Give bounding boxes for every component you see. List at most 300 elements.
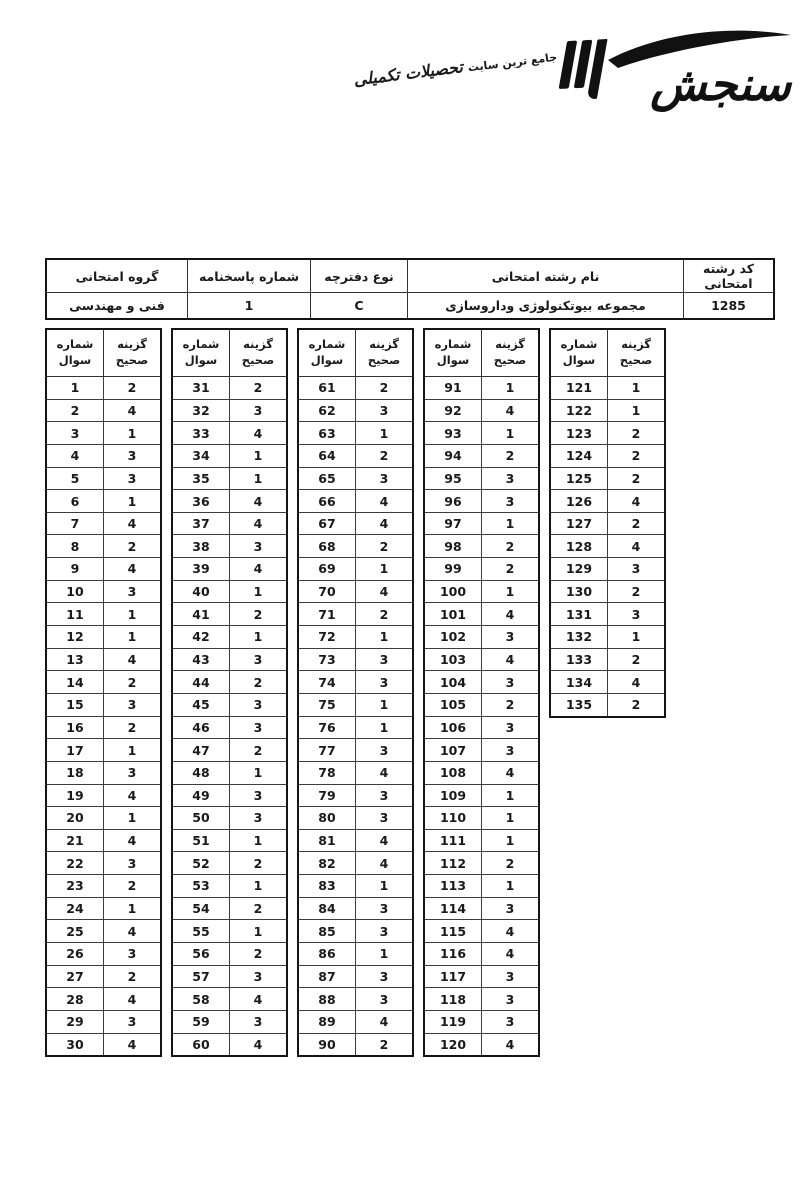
question-number: 129 bbox=[550, 558, 608, 581]
answer-table-header-row bbox=[550, 329, 665, 377]
question-number: 132 bbox=[550, 626, 608, 649]
correct-option: 4 bbox=[104, 399, 162, 422]
answer-row bbox=[424, 739, 539, 762]
answer-row bbox=[298, 648, 413, 671]
question-number-header: شماره سوال bbox=[424, 329, 482, 377]
answer-row bbox=[550, 693, 665, 716]
question-number: 20 bbox=[46, 807, 104, 830]
correct-option: 2 bbox=[230, 377, 288, 400]
answer-row bbox=[298, 829, 413, 852]
answer-row bbox=[46, 875, 161, 898]
correct-option: 3 bbox=[230, 807, 288, 830]
answer-row bbox=[424, 693, 539, 716]
correct-option: 4 bbox=[482, 399, 540, 422]
question-number: 79 bbox=[298, 784, 356, 807]
logo-wordmark-calligraphy bbox=[604, 6, 796, 122]
question-number: 99 bbox=[424, 558, 482, 581]
correct-option: 2 bbox=[230, 671, 288, 694]
answer-row bbox=[424, 807, 539, 830]
question-number: 133 bbox=[550, 648, 608, 671]
answer-row bbox=[424, 875, 539, 898]
question-number: 44 bbox=[172, 671, 230, 694]
answer-row bbox=[46, 648, 161, 671]
question-number: 87 bbox=[298, 965, 356, 988]
correct-option: 1 bbox=[482, 580, 540, 603]
answer-table-121-135 bbox=[549, 328, 666, 718]
answer-table-header-row bbox=[172, 329, 287, 377]
correct-option: 3 bbox=[608, 558, 666, 581]
correct-option: 3 bbox=[104, 943, 162, 966]
answer-row bbox=[550, 512, 665, 535]
answer-row bbox=[172, 377, 287, 400]
answer-row bbox=[46, 444, 161, 467]
correct-option-header: گزینه صحیح bbox=[608, 329, 666, 377]
correct-option: 2 bbox=[608, 467, 666, 490]
answer-row bbox=[298, 580, 413, 603]
answer-row bbox=[46, 626, 161, 649]
correct-option: 1 bbox=[104, 626, 162, 649]
correct-option: 3 bbox=[356, 784, 414, 807]
question-number: 119 bbox=[424, 1010, 482, 1033]
correct-option: 1 bbox=[356, 558, 414, 581]
booklet-type-value: C bbox=[311, 293, 408, 320]
correct-option: 4 bbox=[356, 761, 414, 784]
correct-option: 2 bbox=[356, 377, 414, 400]
correct-option: 3 bbox=[104, 761, 162, 784]
answer-row bbox=[172, 875, 287, 898]
correct-option: 2 bbox=[482, 852, 540, 875]
answer-row bbox=[46, 965, 161, 988]
correct-option: 3 bbox=[104, 1010, 162, 1033]
answer-row bbox=[46, 829, 161, 852]
correct-option: 1 bbox=[104, 897, 162, 920]
answer-row bbox=[46, 535, 161, 558]
question-number: 12 bbox=[46, 626, 104, 649]
question-number: 64 bbox=[298, 444, 356, 467]
question-number: 90 bbox=[298, 1033, 356, 1056]
question-number: 54 bbox=[172, 897, 230, 920]
correct-option: 4 bbox=[104, 648, 162, 671]
correct-option: 1 bbox=[482, 377, 540, 400]
correct-option: 3 bbox=[104, 467, 162, 490]
question-number: 135 bbox=[550, 693, 608, 716]
correct-option: 4 bbox=[104, 1033, 162, 1056]
answer-row bbox=[424, 535, 539, 558]
correct-option-header: گزینه صحیح bbox=[482, 329, 540, 377]
question-number: 42 bbox=[172, 626, 230, 649]
correct-option: 4 bbox=[104, 920, 162, 943]
answer-row bbox=[46, 603, 161, 626]
correct-option: 3 bbox=[482, 965, 540, 988]
answer-row bbox=[46, 988, 161, 1011]
correct-option: 1 bbox=[482, 784, 540, 807]
answer-row bbox=[298, 807, 413, 830]
question-number: 26 bbox=[46, 943, 104, 966]
correct-option: 1 bbox=[482, 807, 540, 830]
question-number: 60 bbox=[172, 1033, 230, 1056]
answer-row bbox=[298, 603, 413, 626]
answer-row bbox=[298, 965, 413, 988]
question-number: 36 bbox=[172, 490, 230, 513]
answer-row bbox=[424, 603, 539, 626]
correct-option: 3 bbox=[230, 693, 288, 716]
booklet-type-label: نوع دفترچه bbox=[311, 259, 408, 293]
answer-row bbox=[172, 671, 287, 694]
question-number: 68 bbox=[298, 535, 356, 558]
answer-row bbox=[46, 467, 161, 490]
answer-row bbox=[550, 535, 665, 558]
question-number: 83 bbox=[298, 875, 356, 898]
answer-row bbox=[46, 1033, 161, 1056]
question-number: 95 bbox=[424, 467, 482, 490]
answer-row bbox=[172, 897, 287, 920]
info-value-row bbox=[46, 293, 774, 320]
correct-option: 3 bbox=[482, 1010, 540, 1033]
question-number: 69 bbox=[298, 558, 356, 581]
correct-option: 2 bbox=[356, 603, 414, 626]
answer-row bbox=[172, 558, 287, 581]
answer-row bbox=[172, 603, 287, 626]
correct-option: 3 bbox=[356, 739, 414, 762]
correct-option: 2 bbox=[608, 422, 666, 445]
question-number: 9 bbox=[46, 558, 104, 581]
answer-row bbox=[172, 693, 287, 716]
answer-row bbox=[550, 490, 665, 513]
question-number: 104 bbox=[424, 671, 482, 694]
question-number: 21 bbox=[46, 829, 104, 852]
question-number: 33 bbox=[172, 422, 230, 445]
correct-option: 1 bbox=[608, 377, 666, 400]
answer-row bbox=[172, 626, 287, 649]
answer-sheet-no-label: شماره پاسخنامه bbox=[188, 259, 311, 293]
question-number: 108 bbox=[424, 761, 482, 784]
correct-option: 1 bbox=[104, 490, 162, 513]
correct-option: 3 bbox=[356, 988, 414, 1011]
answer-row bbox=[424, 580, 539, 603]
correct-option: 4 bbox=[608, 490, 666, 513]
answer-row bbox=[172, 988, 287, 1011]
correct-option: 2 bbox=[104, 716, 162, 739]
correct-option: 1 bbox=[230, 580, 288, 603]
answer-row bbox=[46, 784, 161, 807]
correct-option: 4 bbox=[104, 512, 162, 535]
answer-row bbox=[424, 965, 539, 988]
question-number: 47 bbox=[172, 739, 230, 762]
answer-row bbox=[46, 399, 161, 422]
question-number: 91 bbox=[424, 377, 482, 400]
correct-option: 4 bbox=[356, 829, 414, 852]
correct-option: 2 bbox=[356, 444, 414, 467]
question-number: 96 bbox=[424, 490, 482, 513]
question-number: 93 bbox=[424, 422, 482, 445]
tagline-text: جامع ترین سایت bbox=[467, 50, 559, 75]
answer-row bbox=[172, 807, 287, 830]
correct-option: 2 bbox=[104, 377, 162, 400]
question-number: 110 bbox=[424, 807, 482, 830]
question-number: 107 bbox=[424, 739, 482, 762]
answer-key-tables bbox=[45, 328, 666, 1057]
question-number: 62 bbox=[298, 399, 356, 422]
answer-row bbox=[46, 807, 161, 830]
correct-option: 4 bbox=[104, 829, 162, 852]
question-number: 122 bbox=[550, 399, 608, 422]
correct-option: 1 bbox=[482, 422, 540, 445]
question-number: 32 bbox=[172, 399, 230, 422]
question-number: 113 bbox=[424, 875, 482, 898]
question-number: 57 bbox=[172, 965, 230, 988]
question-number: 3 bbox=[46, 422, 104, 445]
correct-option: 4 bbox=[608, 671, 666, 694]
question-number: 109 bbox=[424, 784, 482, 807]
question-number: 11 bbox=[46, 603, 104, 626]
answer-row bbox=[424, 1010, 539, 1033]
correct-option: 4 bbox=[230, 558, 288, 581]
question-number: 28 bbox=[46, 988, 104, 1011]
correct-option: 2 bbox=[608, 648, 666, 671]
question-number: 85 bbox=[298, 920, 356, 943]
answer-row bbox=[46, 943, 161, 966]
question-number: 13 bbox=[46, 648, 104, 671]
answer-row bbox=[424, 852, 539, 875]
answer-row bbox=[298, 671, 413, 694]
question-number: 24 bbox=[46, 897, 104, 920]
answer-row bbox=[46, 920, 161, 943]
correct-option: 1 bbox=[356, 716, 414, 739]
exam-group-value: فنی و مهندسی bbox=[46, 293, 188, 320]
question-number: 78 bbox=[298, 761, 356, 784]
correct-option: 1 bbox=[482, 512, 540, 535]
question-number: 30 bbox=[46, 1033, 104, 1056]
correct-option: 2 bbox=[230, 897, 288, 920]
correct-option: 4 bbox=[356, 1010, 414, 1033]
correct-option: 3 bbox=[104, 852, 162, 875]
correct-option: 4 bbox=[482, 1033, 540, 1056]
correct-option: 4 bbox=[230, 490, 288, 513]
correct-option: 2 bbox=[608, 693, 666, 716]
answer-row bbox=[550, 580, 665, 603]
correct-option: 3 bbox=[104, 580, 162, 603]
correct-option: 2 bbox=[356, 1033, 414, 1056]
question-number: 14 bbox=[46, 671, 104, 694]
question-number: 59 bbox=[172, 1010, 230, 1033]
correct-option: 2 bbox=[230, 739, 288, 762]
question-number: 10 bbox=[46, 580, 104, 603]
answer-row bbox=[46, 852, 161, 875]
correct-option: 1 bbox=[356, 422, 414, 445]
correct-option: 3 bbox=[482, 490, 540, 513]
answer-table-header-row bbox=[46, 329, 161, 377]
correct-option: 3 bbox=[356, 399, 414, 422]
answer-row bbox=[172, 444, 287, 467]
question-number: 41 bbox=[172, 603, 230, 626]
answer-row bbox=[550, 648, 665, 671]
field-code-label: کد رشته امتحانی bbox=[684, 259, 775, 293]
answer-row bbox=[298, 988, 413, 1011]
correct-option: 3 bbox=[482, 626, 540, 649]
question-number: 112 bbox=[424, 852, 482, 875]
answer-row bbox=[46, 671, 161, 694]
question-number: 40 bbox=[172, 580, 230, 603]
question-number: 15 bbox=[46, 693, 104, 716]
question-number: 38 bbox=[172, 535, 230, 558]
answer-row bbox=[550, 399, 665, 422]
correct-option: 3 bbox=[230, 648, 288, 671]
correct-option: 4 bbox=[104, 558, 162, 581]
question-number: 55 bbox=[172, 920, 230, 943]
answer-row bbox=[298, 920, 413, 943]
correct-option: 4 bbox=[230, 1033, 288, 1056]
answer-row bbox=[298, 852, 413, 875]
question-number: 106 bbox=[424, 716, 482, 739]
answer-row bbox=[298, 739, 413, 762]
question-number: 50 bbox=[172, 807, 230, 830]
question-number: 74 bbox=[298, 671, 356, 694]
correct-option: 1 bbox=[482, 829, 540, 852]
correct-option: 1 bbox=[230, 920, 288, 943]
sanjesh-logo bbox=[353, 6, 796, 124]
question-number-header: شماره سوال bbox=[298, 329, 356, 377]
question-number: 76 bbox=[298, 716, 356, 739]
correct-option: 3 bbox=[608, 603, 666, 626]
answer-row bbox=[46, 422, 161, 445]
correct-option: 3 bbox=[230, 535, 288, 558]
correct-option: 2 bbox=[482, 558, 540, 581]
answer-row bbox=[550, 422, 665, 445]
answer-table-61-90 bbox=[297, 328, 414, 1057]
question-number: 130 bbox=[550, 580, 608, 603]
correct-option: 2 bbox=[482, 535, 540, 558]
correct-option: 4 bbox=[230, 512, 288, 535]
answer-row bbox=[172, 580, 287, 603]
question-number: 102 bbox=[424, 626, 482, 649]
correct-option: 3 bbox=[230, 1010, 288, 1033]
correct-option: 3 bbox=[356, 897, 414, 920]
answer-row bbox=[46, 761, 161, 784]
answer-row bbox=[46, 716, 161, 739]
answer-row bbox=[172, 512, 287, 535]
answer-row bbox=[424, 512, 539, 535]
question-number: 98 bbox=[424, 535, 482, 558]
correct-option: 3 bbox=[230, 965, 288, 988]
answer-row bbox=[550, 377, 665, 400]
correct-option-header: گزینه صحیح bbox=[356, 329, 414, 377]
correct-option: 2 bbox=[356, 535, 414, 558]
answer-row bbox=[298, 626, 413, 649]
answer-row bbox=[424, 716, 539, 739]
answer-row bbox=[298, 558, 413, 581]
answer-row bbox=[298, 693, 413, 716]
correct-option: 4 bbox=[356, 490, 414, 513]
correct-option: 1 bbox=[104, 422, 162, 445]
answer-sheet-no-value: 1 bbox=[188, 293, 311, 320]
question-number: 134 bbox=[550, 671, 608, 694]
question-number: 1 bbox=[46, 377, 104, 400]
correct-option: 2 bbox=[230, 852, 288, 875]
question-number-header: شماره سوال bbox=[172, 329, 230, 377]
question-number: 72 bbox=[298, 626, 356, 649]
answer-row bbox=[172, 1033, 287, 1056]
question-number: 2 bbox=[46, 399, 104, 422]
answer-row bbox=[424, 943, 539, 966]
answer-row bbox=[424, 626, 539, 649]
tagline-calligraphy: تحصیلات تکمیلی bbox=[353, 57, 465, 90]
correct-option: 3 bbox=[230, 399, 288, 422]
question-number: 35 bbox=[172, 467, 230, 490]
answer-row bbox=[424, 399, 539, 422]
answer-row bbox=[298, 875, 413, 898]
question-number: 5 bbox=[46, 467, 104, 490]
correct-option: 1 bbox=[608, 626, 666, 649]
correct-option: 2 bbox=[104, 965, 162, 988]
answer-row bbox=[46, 693, 161, 716]
question-number: 121 bbox=[550, 377, 608, 400]
correct-option: 4 bbox=[104, 988, 162, 1011]
correct-option: 3 bbox=[482, 897, 540, 920]
question-number: 43 bbox=[172, 648, 230, 671]
correct-option: 4 bbox=[482, 761, 540, 784]
question-number: 86 bbox=[298, 943, 356, 966]
correct-option: 3 bbox=[356, 648, 414, 671]
answer-row bbox=[172, 739, 287, 762]
answer-row bbox=[172, 490, 287, 513]
answer-row bbox=[172, 965, 287, 988]
correct-option: 3 bbox=[482, 739, 540, 762]
correct-option: 4 bbox=[356, 512, 414, 535]
answer-row bbox=[172, 422, 287, 445]
correct-option: 4 bbox=[482, 603, 540, 626]
correct-option: 2 bbox=[104, 671, 162, 694]
correct-option: 1 bbox=[356, 943, 414, 966]
correct-option: 4 bbox=[482, 943, 540, 966]
answer-row bbox=[172, 784, 287, 807]
question-number: 31 bbox=[172, 377, 230, 400]
question-number: 65 bbox=[298, 467, 356, 490]
question-number: 117 bbox=[424, 965, 482, 988]
answer-row bbox=[172, 467, 287, 490]
answer-row bbox=[424, 988, 539, 1011]
answer-row bbox=[298, 444, 413, 467]
answer-row bbox=[424, 897, 539, 920]
question-number: 120 bbox=[424, 1033, 482, 1056]
field-name-value: مجموعه بیوتکنولوژی وداروسازی bbox=[408, 293, 684, 320]
correct-option: 2 bbox=[608, 444, 666, 467]
correct-option: 3 bbox=[356, 965, 414, 988]
question-number: 67 bbox=[298, 512, 356, 535]
question-number: 61 bbox=[298, 377, 356, 400]
question-number: 97 bbox=[424, 512, 482, 535]
question-number: 53 bbox=[172, 875, 230, 898]
correct-option: 4 bbox=[104, 784, 162, 807]
question-number: 63 bbox=[298, 422, 356, 445]
correct-option: 1 bbox=[104, 739, 162, 762]
correct-option: 2 bbox=[608, 512, 666, 535]
correct-option: 1 bbox=[356, 626, 414, 649]
correct-option: 3 bbox=[482, 467, 540, 490]
question-number: 128 bbox=[550, 535, 608, 558]
answer-row bbox=[46, 490, 161, 513]
correct-option-header: گزینه صحیح bbox=[230, 329, 288, 377]
question-number: 77 bbox=[298, 739, 356, 762]
answer-row bbox=[298, 943, 413, 966]
answer-row bbox=[298, 784, 413, 807]
question-number: 29 bbox=[46, 1010, 104, 1033]
answer-row bbox=[424, 784, 539, 807]
question-number: 18 bbox=[46, 761, 104, 784]
answer-row bbox=[298, 535, 413, 558]
question-number: 25 bbox=[46, 920, 104, 943]
answer-row bbox=[550, 444, 665, 467]
logo-mark-3-icon bbox=[556, 39, 607, 101]
